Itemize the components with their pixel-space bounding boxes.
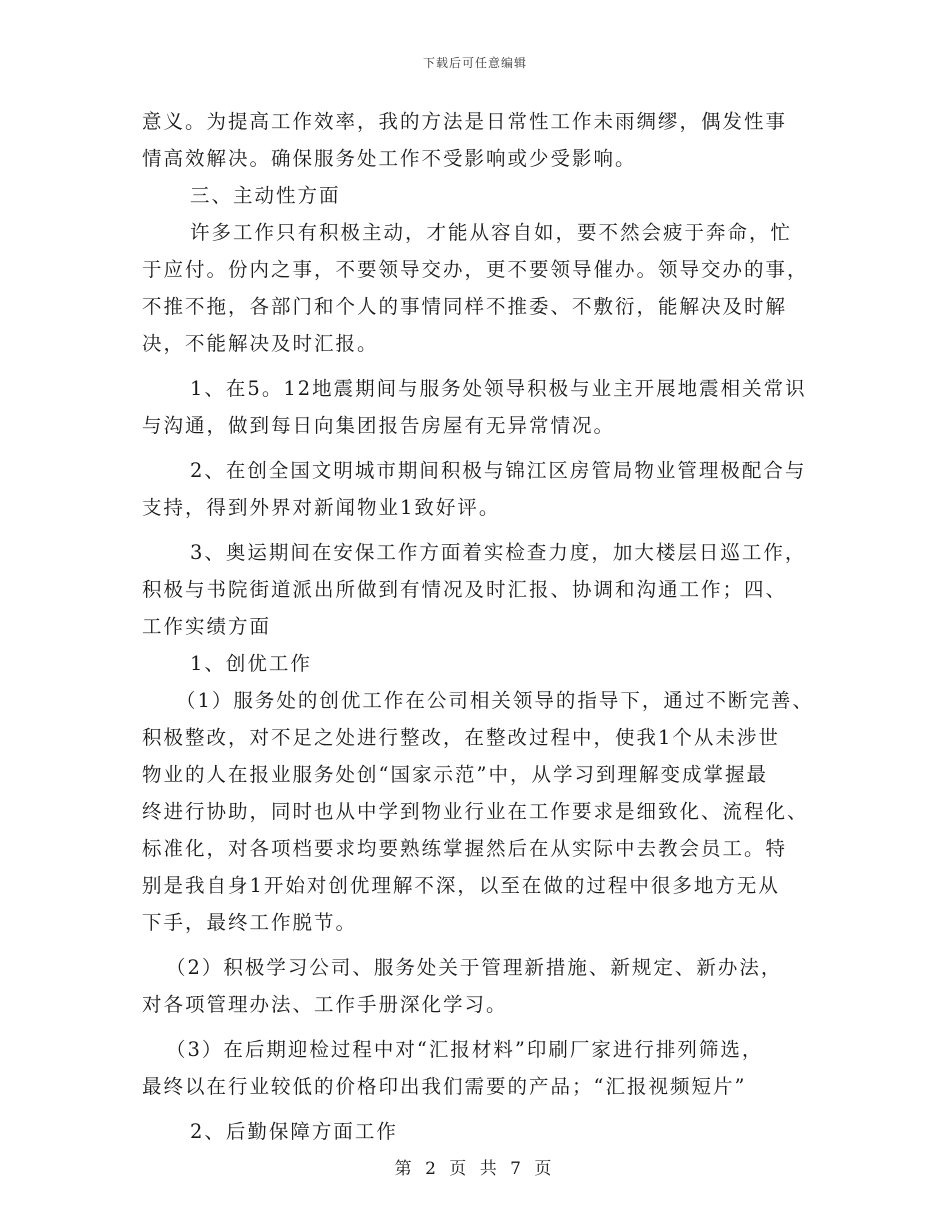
text-line: 下手，最终工作脱节。	[142, 911, 358, 934]
text-line: 3、奥运期间在安保工作方面着实检查力度，加大楼层日巡工作，	[190, 541, 807, 564]
subsection-heading: 2、后勤保障方面工作	[190, 1120, 398, 1143]
text-line: 于应付。份内之事，不要领导交办，更不要领导催办。领导交办的事，	[142, 258, 809, 281]
text-line: （1）服务处的创优工作在公司相关领导的指导下，通过不断完善、	[176, 689, 814, 712]
text-line: 终进行协助，同时也从中学到物业行业在工作要求是细致化、流程化、	[142, 800, 809, 823]
text-line: 别是我自身1开始对创优理解不深，以至在做的过程中很多地方无从	[142, 874, 780, 897]
text-line: 积极与书院街道派出所做到有情况及时汇报、协调和沟通工作；四、	[142, 578, 788, 601]
text-line: 意义。为提高工作效率，我的方法是日常性工作未雨绸缪，偶发性事	[142, 110, 788, 133]
text-line: 物业的人在报业服务处创“国家示范”中，从学习到理解变成掌握最	[142, 763, 768, 786]
download-note: 下载后可任意编辑	[422, 56, 527, 70]
subsection-heading: 1、创优工作	[190, 652, 312, 675]
text-line: 积极整改，对不足之处进行整改，在整改过程中，使我1个从未涉世	[142, 726, 780, 749]
text-line: 支持，得到外界对新闻物业1致好评。	[142, 496, 501, 519]
text-line: 1、在5。12地震期间与服务处领导积极与业主开展地震相关常识	[190, 377, 807, 400]
text-line: 对各项管理办法、工作手册深化学习。	[142, 993, 508, 1016]
text-line: 决，不能解决及时汇报。	[142, 332, 379, 355]
text-line: 2、在创全国文明城市期间积极与锦江区房管局物业管理极配合与	[190, 459, 807, 482]
page-number: 第 2 页 共 7 页	[394, 1159, 556, 1179]
text-line: 不推不拖，各部门和个人的事情同样不推委、不敷衍，能解决及时解	[142, 295, 788, 318]
text-line: 最终以在行业较低的价格印出我们需要的产品；“汇报视频短片”	[142, 1075, 747, 1098]
text-line: （2）积极学习公司、服务处关于管理新措施、新规定、新办法，	[166, 956, 783, 979]
text-line: （3）在后期迎检过程中对“汇报材料”印刷厂家进行排列筛选，	[166, 1038, 764, 1061]
section-heading: 工作实绩方面	[142, 615, 272, 638]
text-line: 许多工作只有积极主动，才能从容自如，要不然会疲于奔命，忙	[190, 221, 793, 244]
document-body	[142, 103, 832, 1150]
text-line: 情高效解决。确保服务处工作不受影响或少受影响。	[142, 147, 637, 170]
section-heading: 三、主动性方面	[190, 184, 341, 207]
text-line: 与沟通，做到每日向集团报告房屋有无异常情况。	[142, 414, 616, 437]
text-line: 标准化，对各项档要求均要熟练掌握然后在从实际中去教会员工。特	[142, 837, 788, 860]
